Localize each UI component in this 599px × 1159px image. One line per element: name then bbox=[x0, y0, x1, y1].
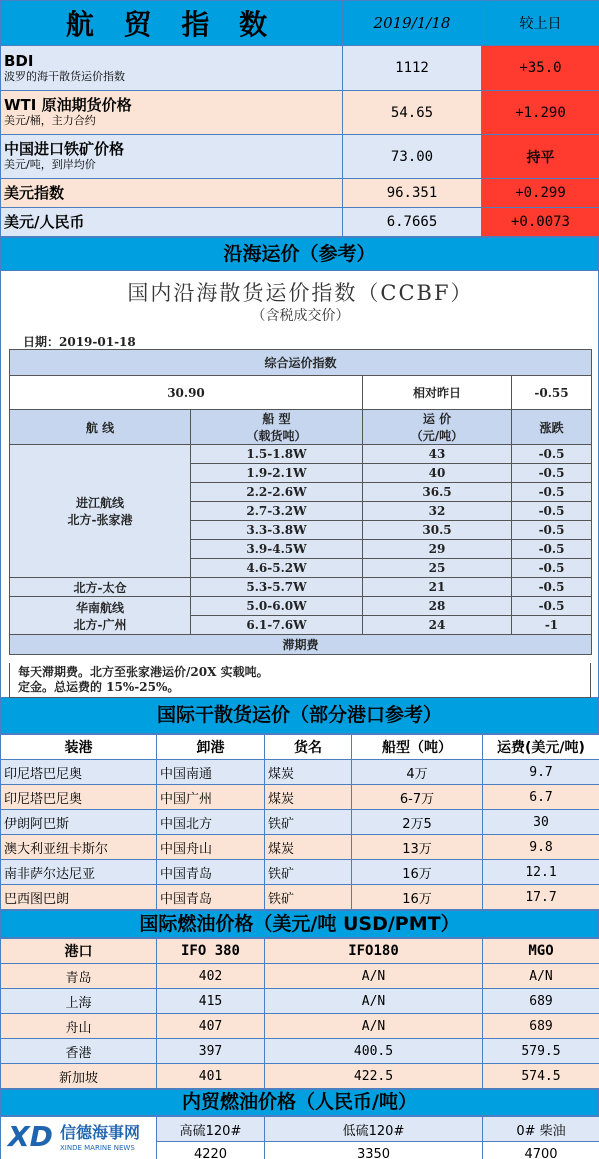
dry-bulk-header: 装港 bbox=[1, 735, 157, 760]
dry-bulk-cell: 4万 bbox=[352, 760, 483, 785]
logo-name-cn: 信德海事网 bbox=[60, 1123, 141, 1142]
ccbf-row bbox=[10, 578, 592, 597]
dry-bulk-cell: 煤炭 bbox=[265, 785, 352, 810]
col-ship-line2: （载货吨） bbox=[246, 429, 307, 443]
index-name-cell bbox=[1, 46, 343, 91]
ship-size: 2.7-3.2W bbox=[191, 502, 363, 521]
index-subtitle: 波罗的海干散货运价指数 bbox=[4, 69, 125, 83]
ccbf-note-1: 每天滞期费。北方至张家港运价/20X 实载吨。 bbox=[18, 665, 269, 679]
dry-bulk-cell: 中国广州 bbox=[157, 785, 265, 810]
composite-label: 综合运价指数 bbox=[10, 350, 592, 376]
dry-bulk-row bbox=[1, 835, 599, 860]
ccbf-demurrage-row bbox=[10, 635, 592, 655]
bunker-intl-header-row bbox=[1, 939, 599, 964]
ship-size: 5.0-6.0W bbox=[191, 597, 363, 616]
ccbf-body bbox=[10, 445, 592, 635]
bunker-intl-row bbox=[1, 1039, 599, 1064]
coastal-section-title: 沿海运价（参考） bbox=[0, 237, 599, 271]
col-rate bbox=[363, 410, 512, 445]
index-name: 美元指数 bbox=[4, 183, 65, 202]
index-name-cell bbox=[1, 91, 343, 135]
bunker-intl-cell: A/N bbox=[265, 989, 483, 1014]
dry-bulk-cell: 中国南通 bbox=[157, 760, 265, 785]
bunker-intl-cell: 579.5 bbox=[483, 1039, 599, 1064]
rate-change: -0.5 bbox=[512, 540, 592, 559]
bunker-dom-header: 高硫120# bbox=[157, 1117, 265, 1142]
rate-change: -0.5 bbox=[512, 483, 592, 502]
index-change: +0.299 bbox=[482, 179, 599, 208]
dry-bulk-row bbox=[1, 885, 599, 910]
index-value: 54.65 bbox=[343, 91, 482, 135]
index-name: 美元/人民币 bbox=[4, 212, 85, 231]
dry-bulk-header: 船型（吨） bbox=[352, 735, 483, 760]
index-name-cell bbox=[1, 135, 343, 179]
bunker-intl-cell: 400.5 bbox=[265, 1039, 483, 1064]
ccbf-panel bbox=[0, 271, 599, 697]
ship-size: 1.5-1.8W bbox=[191, 445, 363, 464]
bunker-intl-row bbox=[1, 964, 599, 989]
route-cell bbox=[10, 578, 191, 597]
route-cell bbox=[10, 445, 191, 578]
relative-label: 相对昨日 bbox=[363, 376, 512, 410]
rate-change: -0.5 bbox=[512, 521, 592, 540]
dry-bulk-header: 卸港 bbox=[157, 735, 265, 760]
bunker-intl-cell: 舟山 bbox=[1, 1014, 157, 1039]
index-change: +35.0 bbox=[482, 46, 599, 91]
index-row-dxy bbox=[1, 179, 599, 208]
relative-value: -0.55 bbox=[512, 376, 592, 410]
ship-size: 2.2-2.6W bbox=[191, 483, 363, 502]
dry-bulk-cell: 12.1 bbox=[483, 860, 599, 885]
bunker-intl-cell: 青岛 bbox=[1, 964, 157, 989]
index-value: 73.00 bbox=[343, 135, 482, 179]
bunker-dom-section-title: 内贸燃油价格（人民币/吨） bbox=[0, 1089, 599, 1116]
bunker-intl-cell: A/N bbox=[265, 1014, 483, 1039]
ccbf-row bbox=[10, 445, 592, 464]
dry-bulk-cell: 澳大利亚纽卡斯尔 bbox=[1, 835, 157, 860]
dry-bulk-row bbox=[1, 785, 599, 810]
col-route: 航 线 bbox=[10, 410, 191, 445]
ccbf-notes bbox=[9, 663, 591, 698]
dry-bulk-cell: 2万5 bbox=[352, 810, 483, 835]
dry-bulk-header: 货名 bbox=[265, 735, 352, 760]
freight-rate: 24 bbox=[363, 616, 512, 635]
rate-change: -0.5 bbox=[512, 502, 592, 521]
bunker-intl-cell: 574.5 bbox=[483, 1064, 599, 1089]
bunker-dom-header: 低硫120# bbox=[265, 1117, 483, 1142]
index-name-cell bbox=[1, 179, 343, 208]
dry-bulk-cell: 6-7万 bbox=[352, 785, 483, 810]
ccbf-column-header-row bbox=[10, 410, 592, 445]
compare-label: 较上日 bbox=[482, 1, 599, 46]
ccbf-table bbox=[9, 349, 592, 655]
dry-bulk-cell: 煤炭 bbox=[265, 760, 352, 785]
bunker-intl-body bbox=[1, 939, 599, 1089]
freight-rate: 40 bbox=[363, 464, 512, 483]
bunker-intl-cell: 407 bbox=[157, 1014, 265, 1039]
bunker-intl-cell: A/N bbox=[265, 964, 483, 989]
bunker-intl-header: MGO bbox=[483, 939, 599, 964]
dry-bulk-cell: 印尼塔巴尼奥 bbox=[1, 760, 157, 785]
dry-bulk-cell: 9.7 bbox=[483, 760, 599, 785]
index-change: 持平 bbox=[482, 135, 599, 179]
dry-bulk-cell: 巴西图巴朗 bbox=[1, 885, 157, 910]
dry-bulk-cell: 17.7 bbox=[483, 885, 599, 910]
dry-bulk-header-row bbox=[1, 735, 599, 760]
dry-bulk-body bbox=[1, 735, 599, 910]
dry-bulk-cell: 铁矿 bbox=[265, 860, 352, 885]
dry-bulk-header: 运费(美元/吨) bbox=[483, 735, 599, 760]
bunker-intl-row bbox=[1, 989, 599, 1014]
bunker-intl-header: IFO 380 bbox=[157, 939, 265, 964]
dry-bulk-cell: 16万 bbox=[352, 860, 483, 885]
ship-size: 4.6-5.2W bbox=[191, 559, 363, 578]
bunker-intl-header: IFO180 bbox=[265, 939, 483, 964]
ccbf-composite-row bbox=[10, 376, 592, 410]
ship-size: 3.9-4.5W bbox=[191, 540, 363, 559]
bunker-intl-cell: A/N bbox=[483, 964, 599, 989]
ship-size: 3.3-3.8W bbox=[191, 521, 363, 540]
rate-change: -1 bbox=[512, 616, 592, 635]
bunker-intl-cell: 新加坡 bbox=[1, 1064, 157, 1089]
bunker-intl-header: 港口 bbox=[1, 939, 157, 964]
index-subtitle: 美元/桶，主力合约 bbox=[4, 114, 96, 127]
dry-bulk-table bbox=[0, 734, 599, 910]
index-name-cell bbox=[1, 208, 343, 237]
bunker-intl-section-title: 国际燃油价格（美元/吨 USD/PMT） bbox=[0, 910, 599, 938]
dry-bulk-cell: 南非萨尔达尼亚 bbox=[1, 860, 157, 885]
dry-bulk-row bbox=[1, 810, 599, 835]
col-ship-line1: 船 型 bbox=[262, 412, 291, 426]
rate-change: -0.5 bbox=[512, 597, 592, 616]
dry-bulk-cell: 伊朗阿巴斯 bbox=[1, 810, 157, 835]
dry-bulk-cell: 13万 bbox=[352, 835, 483, 860]
logo-mark: XD bbox=[8, 1120, 53, 1153]
index-value: 6.7665 bbox=[343, 208, 482, 237]
page-title: 航 贸 指 数 bbox=[1, 1, 343, 46]
index-name: BDI bbox=[4, 51, 34, 70]
index-change: +0.0073 bbox=[482, 208, 599, 237]
index-row-bdi bbox=[1, 46, 599, 91]
bunker-intl-cell: 415 bbox=[157, 989, 265, 1014]
ccbf-date: 日期：2019-01-18 bbox=[23, 335, 136, 349]
ccbf-title: 国内沿海散货运价指数（CCBF） bbox=[127, 281, 474, 305]
dry-bulk-cell: 中国青岛 bbox=[157, 860, 265, 885]
report-date: 2019/1/18 bbox=[343, 1, 482, 46]
ship-size: 1.9-2.1W bbox=[191, 464, 363, 483]
route-line1: 进江航线 bbox=[75, 496, 124, 510]
freight-rate: 25 bbox=[363, 559, 512, 578]
col-change: 涨跌 bbox=[512, 410, 592, 445]
freight-rate: 43 bbox=[363, 445, 512, 464]
bunker-intl-cell: 397 bbox=[157, 1039, 265, 1064]
dry-bulk-cell: 煤炭 bbox=[265, 835, 352, 860]
rate-change: -0.5 bbox=[512, 559, 592, 578]
freight-rate: 28 bbox=[363, 597, 512, 616]
ccbf-subtitle: （含税成交价） bbox=[251, 308, 350, 324]
dry-bulk-cell: 铁矿 bbox=[265, 810, 352, 835]
route-line1: 北方-太仓 bbox=[73, 580, 127, 595]
index-header-row bbox=[1, 1, 599, 46]
bunker-dom-value: 4220 bbox=[157, 1142, 265, 1159]
composite-value: 30.90 bbox=[10, 376, 363, 410]
index-table bbox=[0, 0, 599, 237]
route-cell bbox=[10, 597, 191, 635]
col-rate-line1: 运 价 bbox=[422, 412, 452, 426]
dry-bulk-cell: 6.7 bbox=[483, 785, 599, 810]
ccbf-row bbox=[10, 597, 592, 616]
index-row-iron-ore bbox=[1, 135, 599, 179]
index-name: WTI 原油期货价格 bbox=[4, 96, 132, 114]
bunker-intl-row bbox=[1, 1064, 599, 1089]
bunker-intl-row bbox=[1, 1014, 599, 1039]
dry-bulk-cell: 中国舟山 bbox=[157, 835, 265, 860]
col-rate-line2: （元/吨） bbox=[410, 429, 464, 443]
ship-size: 5.3-5.7W bbox=[191, 578, 363, 597]
rate-change: -0.5 bbox=[512, 445, 592, 464]
bunker-intl-cell: 401 bbox=[157, 1064, 265, 1089]
dry-bulk-section-title: 国际干散货运价（部分港口参考） bbox=[0, 697, 599, 734]
freight-rate: 36.5 bbox=[363, 483, 512, 502]
rate-change: -0.5 bbox=[512, 464, 592, 483]
index-name: 中国进口铁矿价格 bbox=[4, 140, 125, 158]
ccbf-composite-header-row bbox=[10, 350, 592, 376]
dry-bulk-row bbox=[1, 760, 599, 785]
dry-bulk-cell: 铁矿 bbox=[265, 885, 352, 910]
freight-rate: 32 bbox=[363, 502, 512, 521]
bunker-intl-cell: 香港 bbox=[1, 1039, 157, 1064]
freight-rate: 21 bbox=[363, 578, 512, 597]
bunker-intl-table bbox=[0, 938, 599, 1089]
freight-rate: 29 bbox=[363, 540, 512, 559]
bunker-intl-cell: 422.5 bbox=[265, 1064, 483, 1089]
bunker-dom-header: 0# 柴油 bbox=[483, 1117, 599, 1142]
route-line2: 北方-广州 bbox=[73, 617, 127, 632]
dry-bulk-cell: 16万 bbox=[352, 885, 483, 910]
rate-change: -0.5 bbox=[512, 578, 592, 597]
index-row-usdcny bbox=[1, 208, 599, 237]
freight-rate: 30.5 bbox=[363, 521, 512, 540]
dry-bulk-cell: 9.8 bbox=[483, 835, 599, 860]
bunker-intl-cell: 689 bbox=[483, 989, 599, 1014]
dry-bulk-cell: 中国北方 bbox=[157, 810, 265, 835]
logo-name-en: XINDE MARINE NEWS bbox=[60, 1144, 135, 1152]
route-line1: 华南航线 bbox=[75, 600, 124, 615]
dry-bulk-row bbox=[1, 860, 599, 885]
ccbf-note-2: 定金。总运费的 15%-25%。 bbox=[18, 680, 180, 694]
xinde-logo bbox=[6, 1116, 158, 1156]
ship-size: 6.1-7.6W bbox=[191, 616, 363, 635]
dry-bulk-cell: 中国青岛 bbox=[157, 885, 265, 910]
index-change: +1.290 bbox=[482, 91, 599, 135]
index-value: 96.351 bbox=[343, 179, 482, 208]
bunker-intl-cell: 402 bbox=[157, 964, 265, 989]
index-value: 1112 bbox=[343, 46, 482, 91]
route-line2: 北方-张家港 bbox=[67, 513, 133, 527]
col-ship bbox=[191, 410, 363, 445]
bunker-dom-value: 4700 bbox=[483, 1142, 599, 1159]
demurrage-label: 滞期费 bbox=[10, 635, 592, 655]
bunker-intl-cell: 689 bbox=[483, 1014, 599, 1039]
index-subtitle: 美元/吨，到岸均价 bbox=[4, 158, 96, 171]
bunker-intl-cell: 上海 bbox=[1, 989, 157, 1014]
dry-bulk-cell: 30 bbox=[483, 810, 599, 835]
bunker-dom-value: 3350 bbox=[265, 1142, 483, 1159]
index-row-wti bbox=[1, 91, 599, 135]
dry-bulk-cell: 印尼塔巴尼奥 bbox=[1, 785, 157, 810]
